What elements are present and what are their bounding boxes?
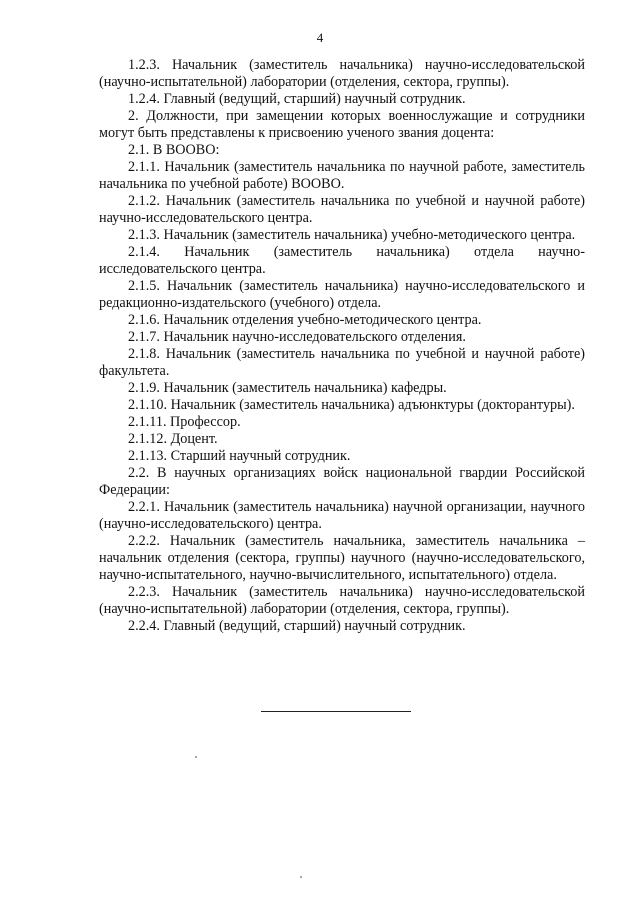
paragraph-2-1-5: 2.1.5. Начальник (заместитель начальника) научно-исследовательского и редакционно-издательского (учебного) отдела. <box>99 278 585 311</box>
paragraph-2-1-12: 2.1.12. Доцент. <box>128 431 218 447</box>
paragraph-2-1: 2.1. В ВООВО: <box>128 142 220 158</box>
paragraph-2-1-8: 2.1.8. Начальник (заместитель начальника по учебной и научной работе) факультета. <box>99 346 585 379</box>
paragraph-2-1-10: 2.1.10. Начальник (заместитель начальника) адъюнктуры (докторантуры). <box>128 397 575 413</box>
paragraph-2-1-4: 2.1.4. Начальник (заместитель начальника) отдела научно-исследовательского центра. <box>99 244 585 277</box>
page-number: 4 <box>316 30 324 45</box>
end-separator-line <box>261 711 411 712</box>
paragraph-2-1-2: 2.1.2. Начальник (заместитель начальника по учебной и научной работе) научно-исследовательского центра. <box>99 193 585 226</box>
paragraph-2-2-1: 2.2.1. Начальник (заместитель начальника) научной организации, научного (научно-исследовательского) центра. <box>99 499 585 532</box>
paragraph-2: 2. Должности, при замещении которых военнослужащие и сотрудники могут быть представлены к присвоению ученого звания доцента: <box>99 108 585 141</box>
paragraph-2-1-6: 2.1.6. Начальник отделения учебно-методического центра. <box>128 312 482 328</box>
paragraph-2-1-9: 2.1.9. Начальник (заместитель начальника) кафедры. <box>128 380 447 396</box>
paragraph-2-1-11: 2.1.11. Профессор. <box>128 414 241 430</box>
paragraph-1-2-4: 1.2.4. Главный (ведущий, старший) научный сотрудник. <box>128 91 466 107</box>
paragraph-2-1-1: 2.1.1. Начальник (заместитель начальника по научной работе, заместитель начальника по учебной работе) ВООВО. <box>99 159 585 192</box>
paragraph-2-2-4: 2.2.4. Главный (ведущий, старший) научный сотрудник. <box>128 618 466 634</box>
paragraph-2-1-7: 2.1.7. Начальник научно-исследовательского отделения. <box>128 329 466 345</box>
paragraph-1-2-3: 1.2.3. Начальник (заместитель начальника) научно-исследовательской (научно-испытательной) лаборатории (отделения, сектора, группы). <box>99 57 585 90</box>
paragraph-2-1-3: 2.1.3. Начальник (заместитель начальника) учебно-методического центра. <box>128 227 576 243</box>
scan-speck <box>195 756 197 758</box>
paragraph-2-2-2: 2.2.2. Начальник (заместитель начальника, заместитель начальника – начальник отделения (сектора, группы) научного (научно-исследовательского, научно-испытательного, научно-вычислительного, испытательного) отдела. <box>99 533 585 583</box>
paragraph-2-2: 2.2. В научных организациях войск национальной гвардии Российской Федерации: <box>99 465 585 498</box>
scan-speck <box>300 876 302 878</box>
document-body <box>99 57 585 635</box>
paragraph-2-1-13: 2.1.13. Старший научный сотрудник. <box>128 448 351 464</box>
paragraph-2-2-3: 2.2.3. Начальник (заместитель начальника) научно-исследовательской (научно-испытательной) лаборатории (отделения, сектора, группы). <box>99 584 585 617</box>
